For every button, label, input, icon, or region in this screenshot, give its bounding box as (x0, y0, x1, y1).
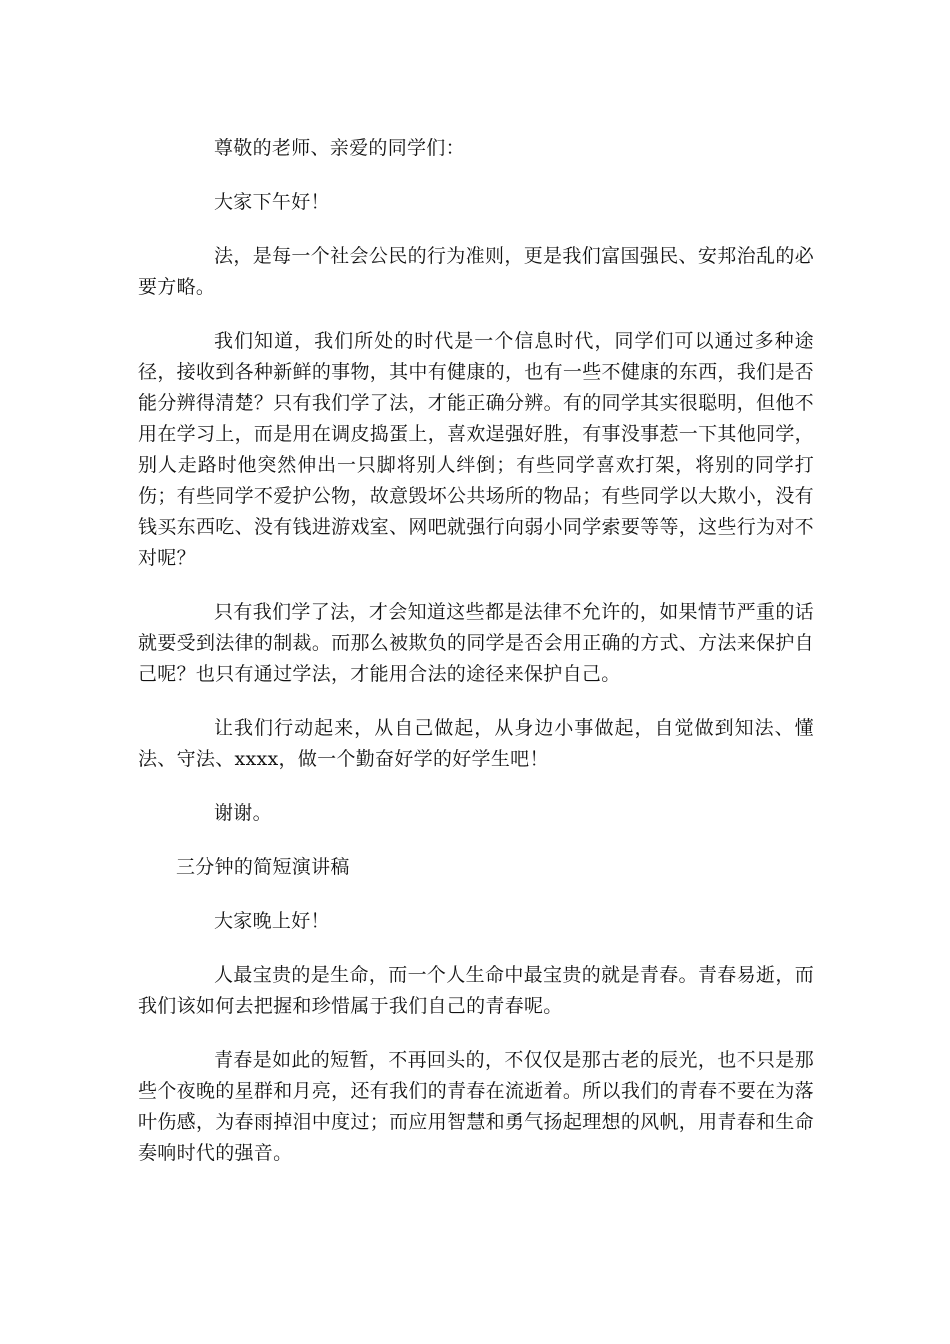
document-body (138, 133, 814, 1192)
section-paragraph: 青春是如此的短暂，不再回头的，不仅仅是那古老的辰光，也不只是那些个夜晚的星群和月亮，还有我们的青春在流逝着。所以我们的青春不要在为落叶伤感，为春雨掉泪中度过；而应用智慧和勇气扬起理想的风帆，用青春和生命奏响时代的强音。 (138, 1049, 814, 1164)
body-paragraph: 只有我们学了法，才会知道这些都是法律不允许的，如果情节严重的话就要受到法律的制裁。而那么被欺负的同学是否会用正确的方式、方法来保护自己呢？也只有通过学法，才能用合法的途径来保护自己。 (138, 601, 814, 685)
salutation: 尊敬的老师、亲爱的同学们： (214, 137, 465, 159)
section-title: 三分钟的简短演讲稿 (176, 856, 350, 878)
greeting: 大家下午好！ (214, 191, 330, 213)
body-paragraph: 让我们行动起来，从自己做起，从身边小事做起，自觉做到知法、懂法、守法、xxxx，做一个勤奋好学的好学生吧！ (138, 717, 814, 770)
body-paragraph: 法，是每一个社会公民的行为准则，更是我们富国强民、安邦治乱的必要方略。 (138, 245, 814, 298)
body-paragraph: 我们知道，我们所处的时代是一个信息时代，同学们可以通过多种途径，接收到各种新鲜的事物，其中有健康的，也有一些不健康的东西，我们是否能分辨得清楚？只有我们学了法，才能正确分辨。有的同学其实很聪明，但他不用在学习上，而是用在调皮捣蛋上，喜欢逞强好胜，有事没事惹一下其他同学，别人走路时他突然伸出一只脚将别人绊倒；有些同学喜欢打架，将别的同学打伤；有些同学不爱护公物，故意毁坏公共场所的物品；有些同学以大欺小，没有钱买东西吃、没有钱进游戏室、网吧就强行向弱小同学索要等等，这些行为对不对呢？ (138, 330, 814, 569)
section-greeting: 大家晚上好！ (214, 910, 330, 932)
closing: 谢谢。 (214, 802, 272, 824)
section-paragraph: 人最宝贵的是生命，而一个人生命中最宝贵的就是青春。青春易逝，而我们该如何去把握和珍惜属于我们自己的青春呢。 (138, 964, 814, 1017)
